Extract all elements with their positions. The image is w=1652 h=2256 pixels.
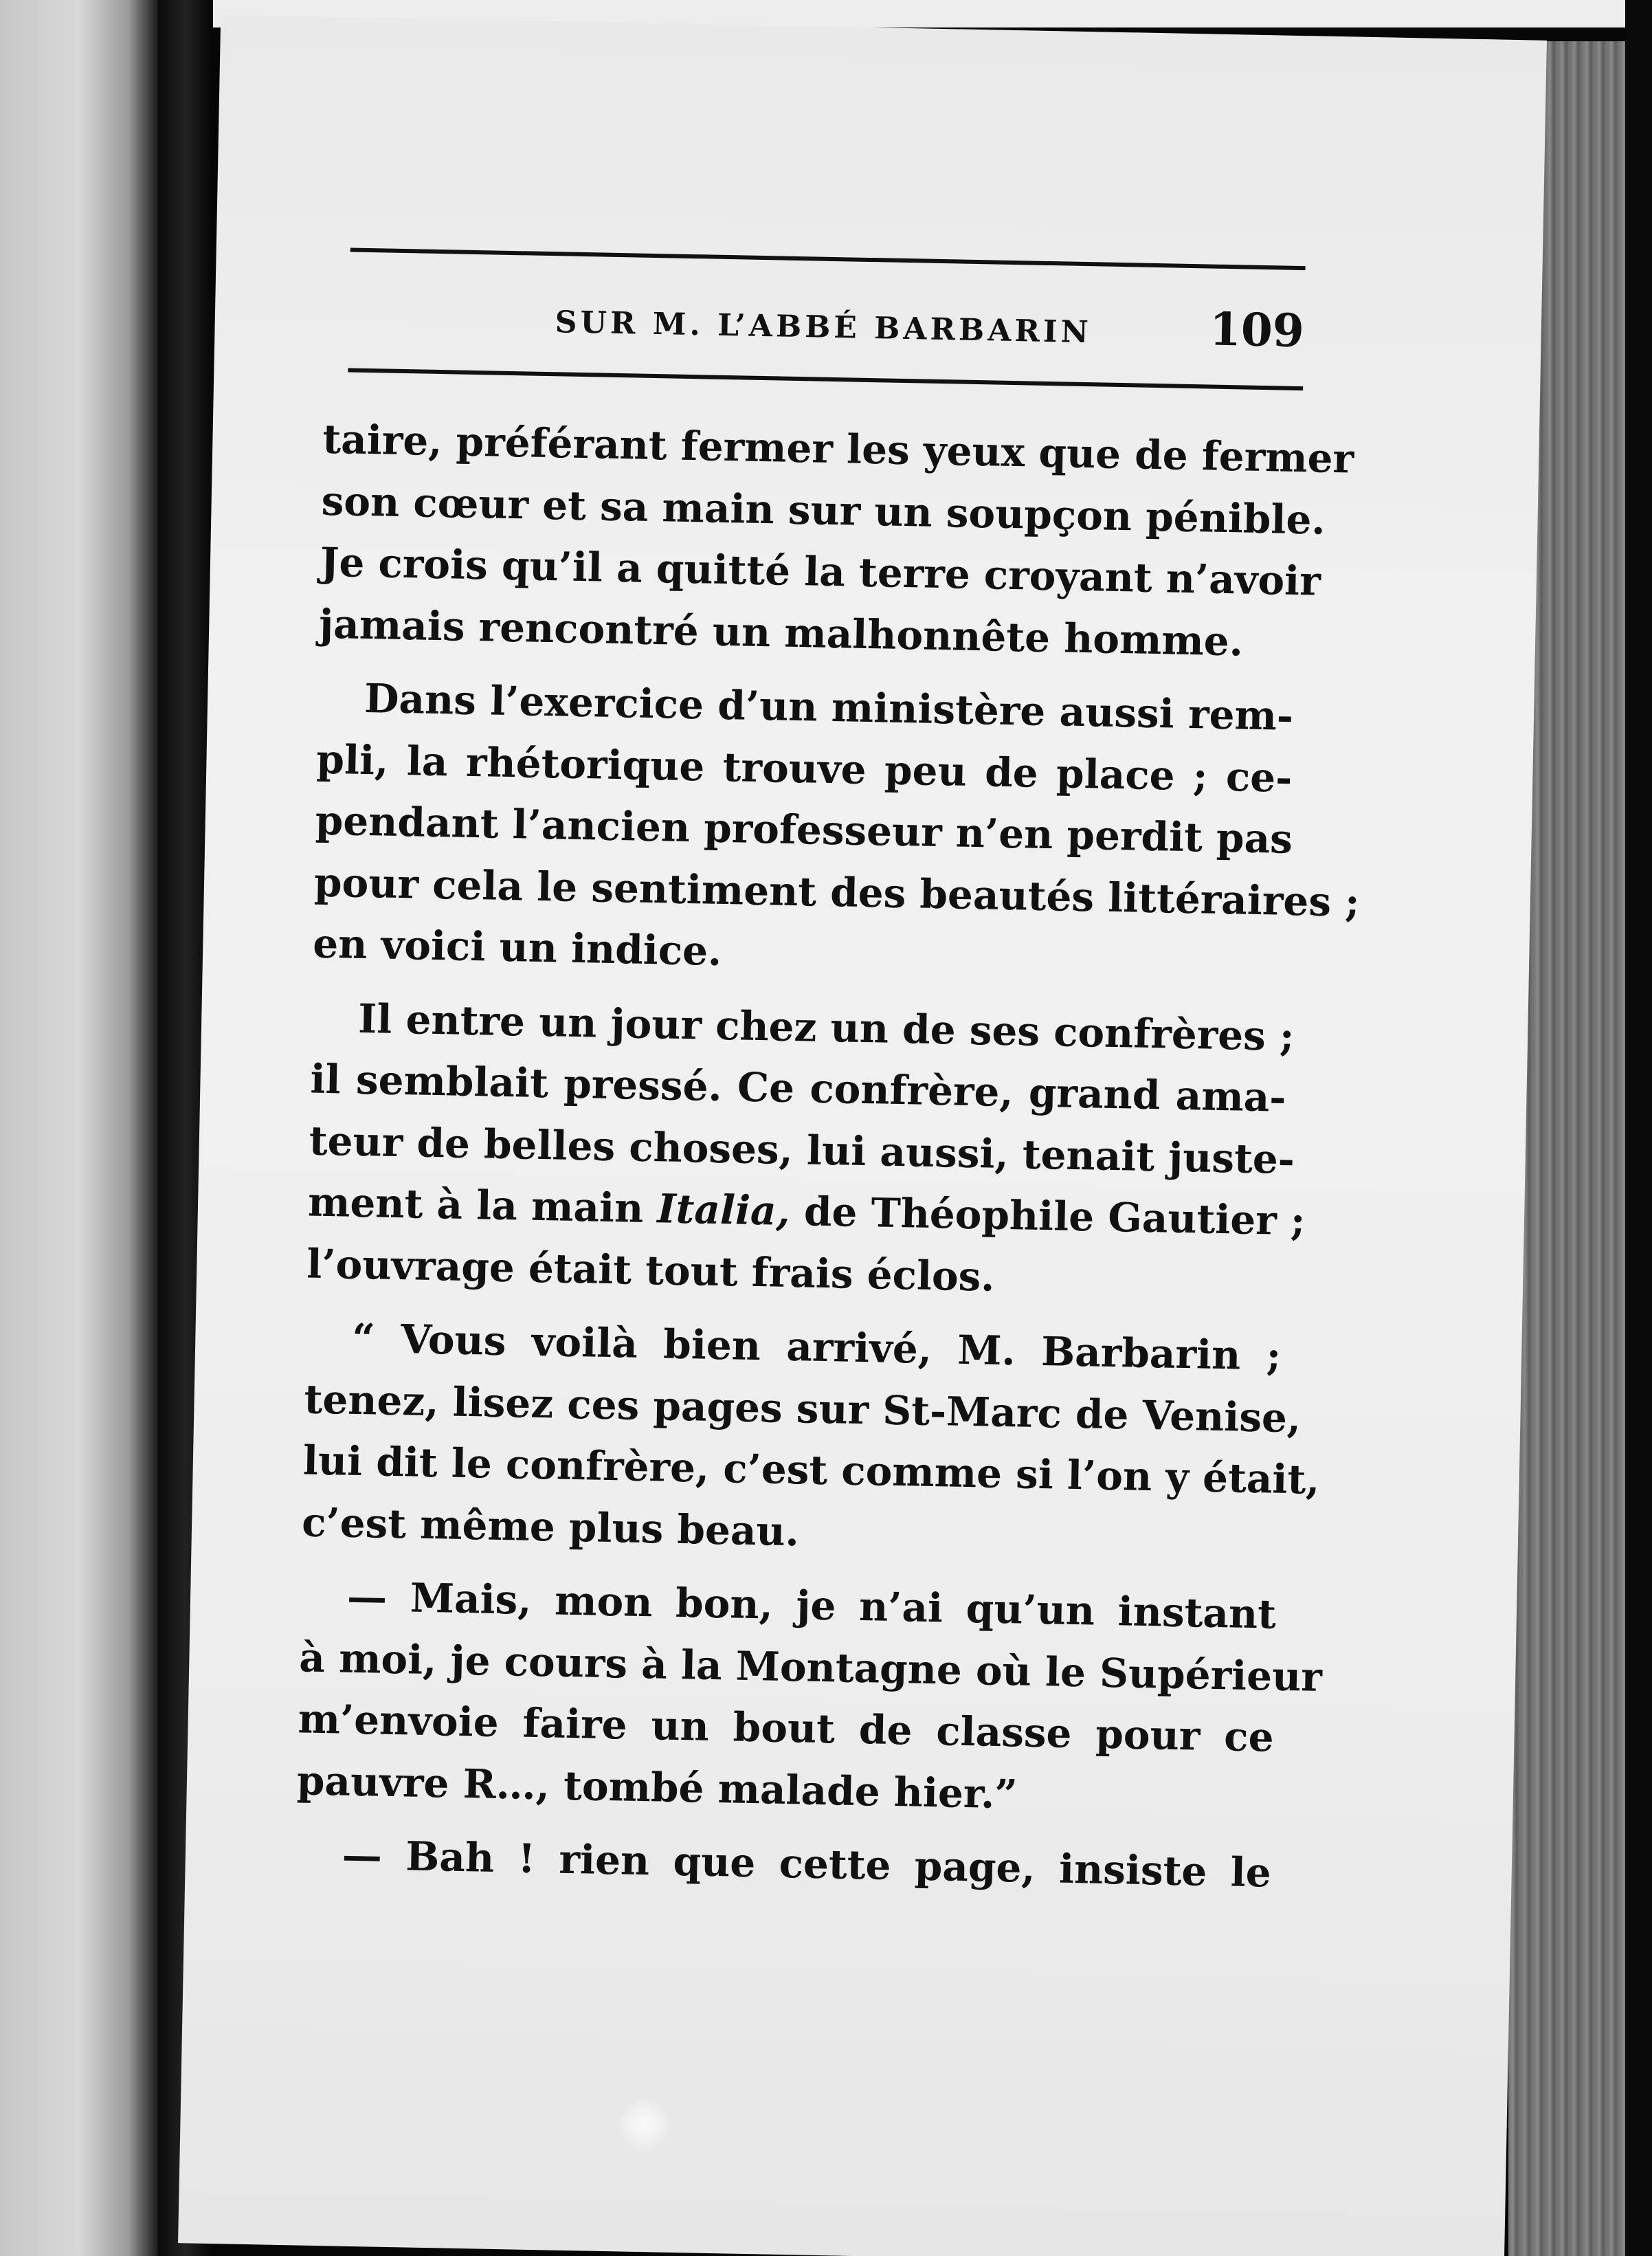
text-line: en voici un indice. — [312, 920, 722, 975]
text-line: Je crois qu’il a quitté la terre croyant n’avoir — [320, 538, 1321, 605]
paragraph-first-line: — Bah ! rien que cette page, insiste le — [342, 1831, 1272, 1896]
text-line: jamais rencontré un malhonnête homme. — [318, 600, 1244, 665]
book-page — [178, 15, 1547, 2256]
text-line: pauvre R…, tombé malade hier.” — [296, 1756, 1018, 1818]
paragraph-first-line: Dans l’exercice d’un ministère aussi rem- — [364, 674, 1294, 740]
facing-page-edge — [0, 0, 158, 2256]
text-line: taire, préférant fermer les yeux que de fermer — [322, 415, 1354, 483]
paragraph-first-line: Il entre un jour chez un de ses confrères ; — [357, 995, 1295, 1060]
text-line: il semblait pressé. Ce confrère, grand ama- — [309, 1055, 1286, 1121]
text-line: pendant l’ancien professeur n’en perdit pas — [315, 797, 1293, 863]
text-line: son cœur et sa main sur un soupçon pénible. — [321, 477, 1326, 544]
paragraph-first-line: “ Vous voilà bien arrivé, M. Barbarin ; — [351, 1314, 1282, 1380]
text-line: tenez, lisez ces pages sur St-Marc de Venise, — [304, 1375, 1302, 1441]
text-line: l’ouvrage était tout frais éclos. — [306, 1240, 996, 1301]
body-text — [295, 409, 1361, 1904]
text-line: c’est même plus beau. — [301, 1498, 800, 1555]
paper-blemish — [620, 2099, 669, 2155]
scan-border — [1625, 0, 1652, 2256]
text-segment: ment à la main — [307, 1178, 644, 1232]
text-line: pour cela le sentiment des beautés littéraires ; — [313, 859, 1361, 926]
page-number: 109 — [1209, 302, 1305, 358]
header-rule-top — [350, 247, 1306, 270]
text-line: m’envoie faire un bout de classe pour ce — [298, 1695, 1275, 1761]
text-line: teur de belles choses, lui aussi, tenait juste- — [309, 1117, 1295, 1183]
running-header — [348, 285, 1305, 373]
text-segment: de Théophile Gautier ; — [803, 1188, 1306, 1245]
paragraph-first-line: — Mais, mon bon, je n’ai qu’un instant — [346, 1573, 1277, 1638]
text-line: pli, la rhétorique trouve peu de place ; ce- — [315, 736, 1293, 801]
running-title: SUR M. L’ABBÉ BARBARIN — [555, 305, 1093, 351]
header-rule-bottom — [348, 368, 1303, 390]
italic-title: Italia, — [656, 1185, 791, 1235]
text-line: à moi, je cours à la Montagne où le Supérieur — [298, 1633, 1323, 1701]
text-line: lui dit le confrère, c’est comme si l’on y était, — [302, 1437, 1321, 1503]
